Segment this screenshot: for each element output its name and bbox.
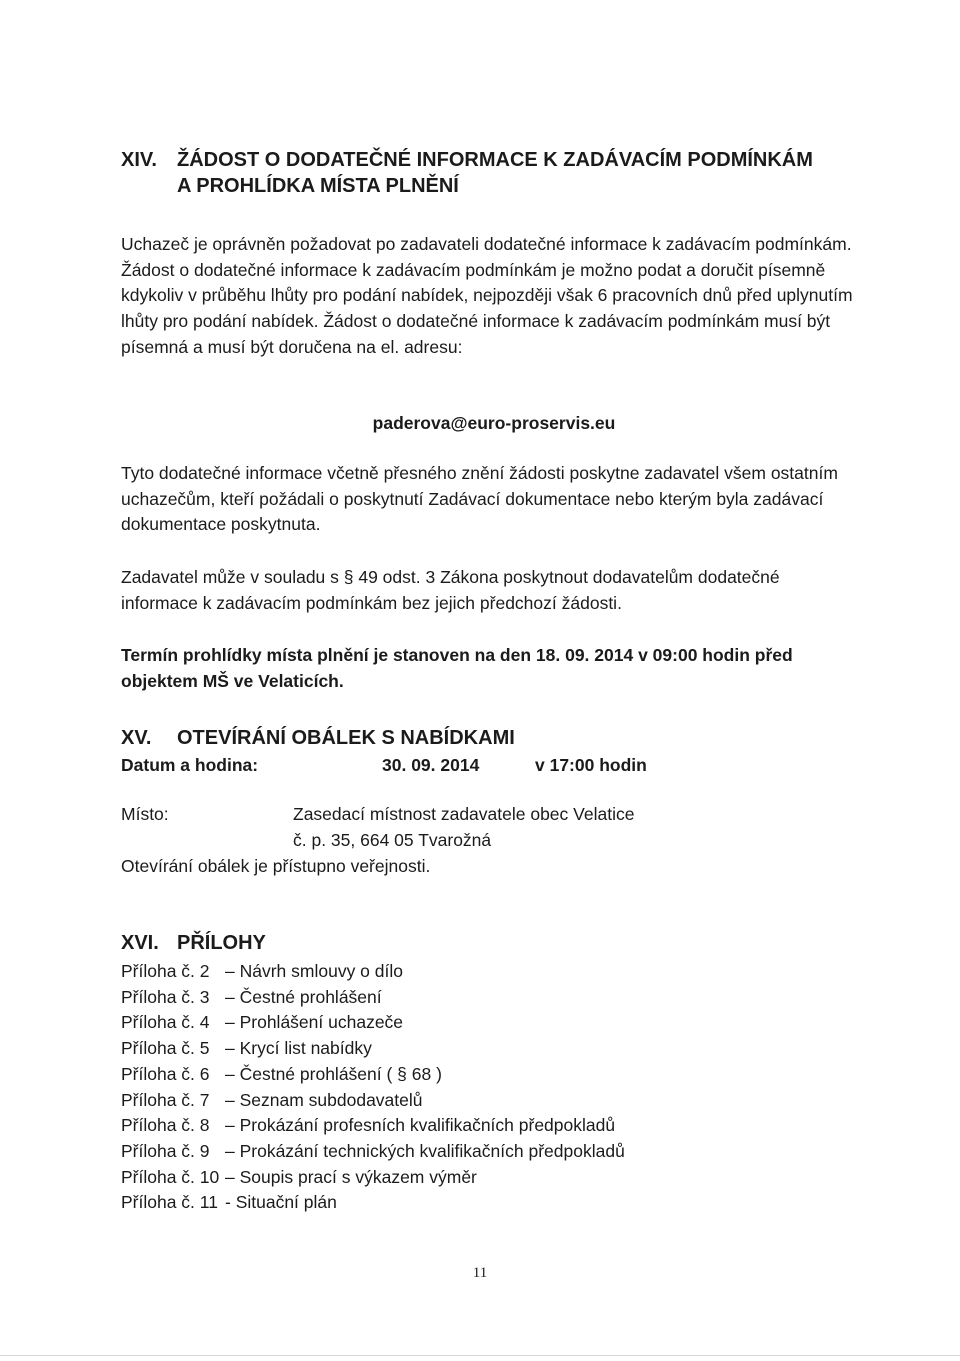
opening-date-label: Datum a hodina: [121,755,259,775]
annex-label: Příloha č. 10 [121,1166,220,1187]
section-14-body [121,232,861,361]
annex-title: – Seznam subdodavatelů [225,1089,423,1110]
annex-title: – Čestné prohlášení [225,986,382,1007]
annex-title: – Prokázání profesních kvalifikačních předpokladů [225,1115,616,1136]
annex-list [121,959,625,1216]
annex-label: Příloha č. 4 [121,1012,210,1033]
opening-time-value: v 17:00 hodin [535,755,647,775]
opening-place-line2: č. p. 35, 664 05 Tvarožná [293,830,492,850]
annex-item [121,985,625,1011]
annex-item [121,1088,625,1114]
annex-item [121,1062,625,1088]
annex-label: Příloha č. 6 [121,1063,210,1084]
annex-item [121,1113,625,1139]
section-16-title: PŘÍLOHY [177,932,266,954]
annex-title: – Soupis prací s výkazem výměr [225,1166,477,1187]
opening-public-note: Otevírání obálek je přístupno veřejnosti. [121,856,431,876]
section-14-title-line2: A PROHLÍDKA MÍSTA PLNĚNÍ [177,175,459,197]
annex-label: Příloha č. 9 [121,1140,210,1161]
annex-label: Příloha č. 2 [121,961,210,981]
annex-label: Příloha č. 7 [121,1089,210,1110]
section-14-heading [121,147,813,199]
paragraph-request-process: Žádost o dodatečné informace k zadávacím podmínkám je možno podat a doručit písemně kdykoliv v průběhu lhůty pro podání nabídek, nejpozději však 6 pracovních dnů před uplynutím lhůty pro podání nabídek. Žádost o dodatečné informace k zadávacím podmínkám musí být písemná a musí být doručena na el. adresu: [121,259,853,357]
paragraph-request-right: Uchazeč je oprávněn požadovat po zadavateli dodatečné informace k zadávacím podmínkám. [121,234,852,254]
paragraph-info-distribution: Tyto dodatečné informace včetně přesného znění žádosti poskytne zadavatel všem ostatním uchazečům, kteří požádali o poskytnutí Zadávací dokumentace nebo kterým byla zadávací dokumentace poskytnuta. [121,463,838,535]
annex-label: Příloha č. 8 [121,1115,210,1136]
annex-label: Příloha č. 11 [121,1192,218,1213]
annex-item [121,1010,625,1036]
opening-place-line1: Zasedací místnost zadavatele obec Velatice [293,804,635,824]
annex-label: Příloha č. 3 [121,986,210,1007]
section-15-number: XV. [121,727,152,749]
annex-title: - Situační plán [225,1192,337,1213]
section-15-heading [121,725,515,751]
opening-place-label: Místo: [121,804,169,824]
section-16-number: XVI. [121,932,159,954]
paragraph-info-without-request: Zadavatel může v souladu s § 49 odst. 3 Zákona poskytnout dodavatelům dodatečné informace k zadávacím podmínkám bez jejich předchozí žádosti. [121,567,780,613]
section-15-title: OTEVÍRÁNÍ OBÁLEK S NABÍDKAMI [177,727,515,749]
annex-title: – Návrh smlouvy o dílo [225,961,403,981]
section-16-heading [121,930,266,956]
annex-title: – Prohlášení uchazeče [225,1012,404,1033]
annex-title: – Prokázání technických kvalifikačních předpokladů [225,1140,625,1161]
annex-item [121,1165,625,1191]
annex-label: Příloha č. 5 [121,1038,210,1059]
annex-item [121,959,625,985]
annex-item [121,1190,625,1216]
annex-title: – Čestné prohlášení ( § 68 ) [225,1063,442,1084]
annex-item [121,1036,625,1062]
annex-item [121,1139,625,1165]
page-number: 11 [472,1265,488,1281]
contact-email[interactable]: paderova@euro-proservis.eu [372,413,616,433]
scan-edge-divider [0,1355,960,1356]
annex-title: – Krycí list nabídky [225,1038,372,1059]
section-14-number: XIV. [121,149,157,171]
opening-date-value: 30. 09. 2014 [382,755,480,775]
section-14-title-line1: ŽÁDOST O DODATEČNÉ INFORMACE K ZADÁVACÍM PODMÍNKÁM [177,149,813,171]
paragraph-site-visit: Termín prohlídky místa plnění je stanoven na den 18. 09. 2014 v 09:00 hodin před objektem MŠ ve Velaticích. [121,645,793,691]
